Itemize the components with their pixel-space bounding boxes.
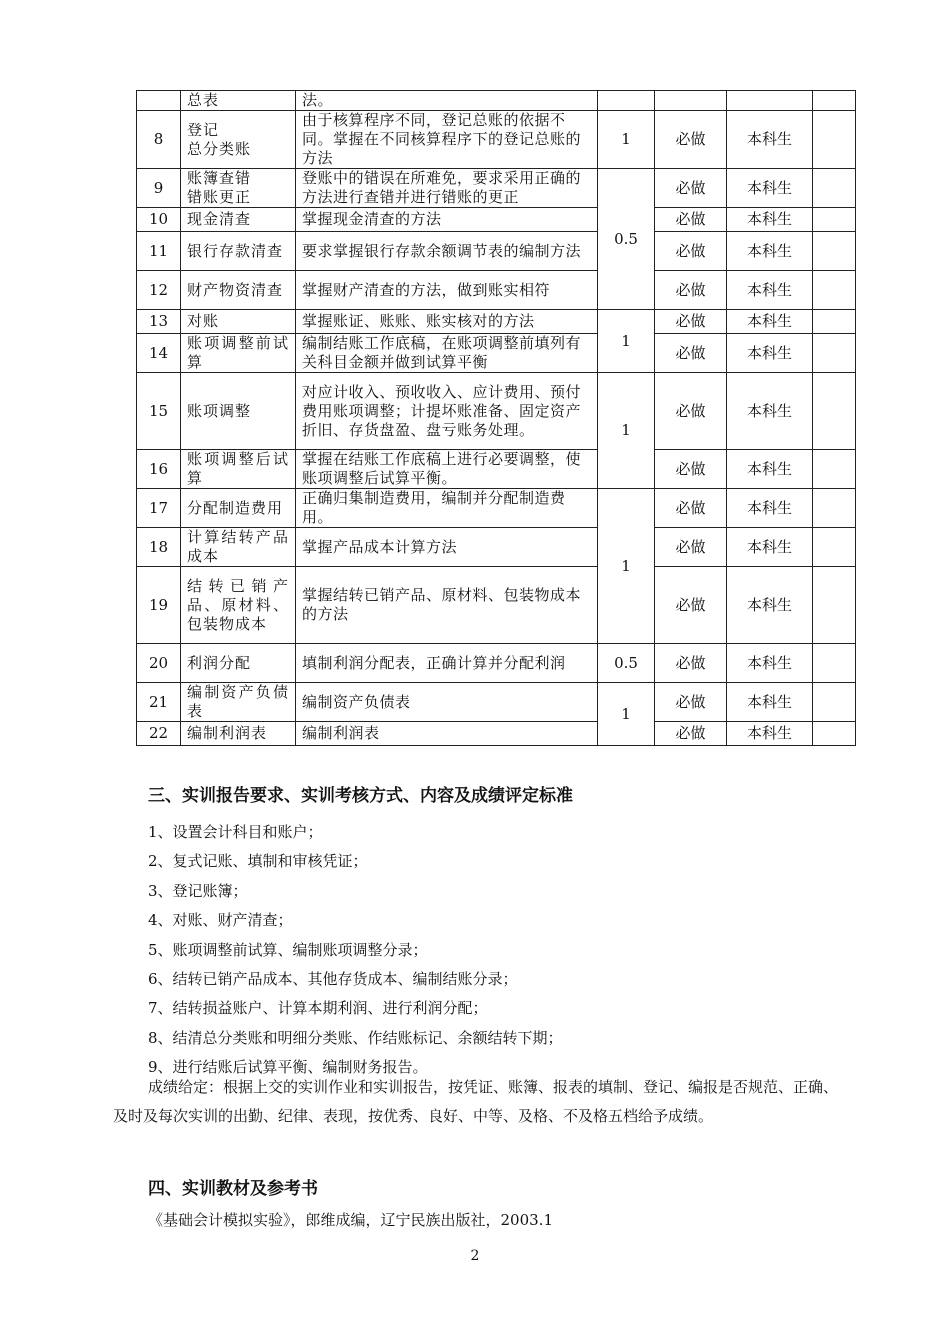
table-row [137,373,856,450]
experiment-table [136,90,856,746]
list-item: 6、结转已销产品成本、其他存货成本、编制结账分录； [148,969,518,988]
experiment-name: 账项调整 [181,373,296,450]
table-row [137,567,856,644]
page-number: 2 [470,1248,480,1264]
row-number: 12 [137,271,181,310]
level-cell: 本科生 [727,489,813,528]
experiment-description: 掌握现金清查的方法 [296,208,598,232]
list-item: 1、设置会计科目和账户； [148,823,323,841]
table-row [137,683,856,722]
experiment-description: 登账中的错误在所难免，要求采用正确的方法进行查错并进行错账的更正 [296,169,598,208]
requirement-cell: 必做 [655,373,727,450]
level-cell: 本科生 [727,644,813,683]
experiment-name: 计算结转产品成本 [181,528,296,567]
table-row [137,169,856,208]
experiment-name: 总表 [181,91,296,111]
note-cell [813,169,856,208]
experiment-description: 由于核算程序不同，登记总账的依据不同。掌握在不同核算程序下的登记总账的方法 [296,111,598,169]
note-cell [813,489,856,528]
requirement-cell: 必做 [655,683,727,722]
requirement-cell: 必做 [655,644,727,683]
experiment-description: 掌握在结账工作底稿上进行必要调整，使账项调整后试算平衡。 [296,450,598,489]
section-3-heading: 三、实训报告要求、实训考核方式、内容及成绩评定标准 [148,786,573,806]
row-number: 13 [137,310,181,334]
experiment-name: 编制利润表 [181,722,296,746]
note-cell [813,334,856,373]
experiment-name: 账簿查错 错账更正 [181,169,296,208]
table-row [137,310,856,334]
row-number [137,91,181,111]
list-item: 2、复式记账、填制和审核凭证； [148,852,368,871]
requirement-cell [655,91,727,111]
note-cell [813,567,856,644]
level-cell: 本科生 [727,450,813,489]
hours-cell: 1 [598,111,655,169]
experiment-description: 编制结账工作底稿，在账项调整前填列有关科目金额并做到试算平衡 [296,334,598,373]
table-row [137,528,856,567]
table-row [137,208,856,232]
table-row [137,111,856,169]
experiment-description: 对应计收入、预收收入、应计费用、预付费用账项调整；计提坏账准备、固定资产折旧、存货盘盈、盘亏账务处理。 [296,373,598,450]
note-cell [813,722,856,746]
list-item: 3、登记账簿； [148,881,248,900]
list-item: 4、对账、财产清查； [148,911,293,930]
note-cell [813,232,856,271]
experiment-description: 编制资产负债表 [296,683,598,722]
row-number: 11 [137,232,181,271]
hours-cell: 1 [598,683,655,746]
experiment-description: 掌握产品成本计算方法 [296,528,598,567]
report-requirements-list [148,818,563,1083]
level-cell: 本科生 [727,271,813,310]
row-number: 22 [137,722,181,746]
level-cell: 本科生 [727,334,813,373]
experiment-name: 对账 [181,310,296,334]
note-cell [813,644,856,683]
hours-cell: 0.5 [598,644,655,683]
table-row [137,271,856,310]
requirement-cell: 必做 [655,528,727,567]
experiment-description: 要求掌握银行存款余额调节表的编制方法 [296,232,598,271]
requirement-cell: 必做 [655,334,727,373]
list-item: 8、结清总分类账和明细分类账、作结账标记、余额结转下期； [148,1028,563,1047]
table-row [137,489,856,528]
list-item: 7、结转损益账户、计算本期利润、进行利润分配； [148,999,488,1018]
experiment-description: 掌握账证、账账、账实核对的方法 [296,310,598,334]
row-number: 20 [137,644,181,683]
list-item: 5、账项调整前试算、编制账项调整分录； [148,940,428,959]
experiment-name: 银行存款清查 [181,232,296,271]
row-number: 21 [137,683,181,722]
level-cell: 本科生 [727,310,813,334]
requirement-cell: 必做 [655,489,727,528]
requirement-cell: 必做 [655,232,727,271]
requirement-cell: 必做 [655,271,727,310]
table-row [137,232,856,271]
table-row [137,644,856,683]
experiment-name: 利润分配 [181,644,296,683]
row-number: 9 [137,169,181,208]
note-cell [813,271,856,310]
hours-cell: 0.5 [598,169,655,310]
experiment-name: 结转已销产品、原材料、包装物成本 [181,567,296,644]
hours-cell [598,91,655,111]
experiment-description: 编制利润表 [296,722,598,746]
level-cell: 本科生 [727,722,813,746]
table-row [137,91,856,111]
experiment-name: 登记 总分类账 [181,111,296,169]
note-cell [813,208,856,232]
level-cell: 本科生 [727,208,813,232]
row-number: 18 [137,528,181,567]
hours-cell: 1 [598,373,655,489]
experiment-description: 掌握财产清查的方法，做到账实相符 [296,271,598,310]
row-number: 14 [137,334,181,373]
section-4-heading: 四、实训教材及参考书 [148,1179,318,1199]
experiment-name: 账项调整前试算 [181,334,296,373]
level-cell [727,91,813,111]
experiment-description: 法。 [296,91,598,111]
note-cell [813,91,856,111]
row-number: 17 [137,489,181,528]
reference-book: 《基础会计模拟实验》，郎维成编，辽宁民族出版社，2003.1 [148,1211,553,1229]
requirement-cell: 必做 [655,567,727,644]
note-cell [813,111,856,169]
table-row [137,334,856,373]
table-row [137,450,856,489]
experiment-name: 编制资产负债表 [181,683,296,722]
level-cell: 本科生 [727,232,813,271]
note-cell [813,528,856,567]
experiment-name: 分配制造费用 [181,489,296,528]
level-cell: 本科生 [727,683,813,722]
requirement-cell: 必做 [655,310,727,334]
level-cell: 本科生 [727,111,813,169]
row-number: 10 [137,208,181,232]
row-number: 16 [137,450,181,489]
row-number: 19 [137,567,181,644]
requirement-cell: 必做 [655,111,727,169]
requirement-cell: 必做 [655,450,727,489]
hours-cell: 1 [598,310,655,373]
level-cell: 本科生 [727,373,813,450]
note-cell [813,683,856,722]
experiment-description: 正确归集制造费用，编制并分配制造费用。 [296,489,598,528]
experiment-name: 账项调整后试算 [181,450,296,489]
level-cell: 本科生 [727,528,813,567]
note-cell [813,373,856,450]
experiment-description: 填制利润分配表，正确计算并分配利润 [296,644,598,683]
level-cell: 本科生 [727,169,813,208]
requirement-cell: 必做 [655,169,727,208]
table-row [137,722,856,746]
row-number: 8 [137,111,181,169]
experiment-name: 现金清查 [181,208,296,232]
experiment-name: 财产物资清查 [181,271,296,310]
list-item: 9、进行结账后试算平衡、编制财务报告。 [148,1058,428,1077]
requirement-cell: 必做 [655,722,727,746]
grading-paragraph: 成绩给定：根据上交的实训作业和实训报告，按凭证、账簿、报表的填制、登记、编报是否规范、正确、及时及每次实训的出勤、纪律、表现，按优秀、良好、中等、及格、不及格五档给予成绩。 [113,1078,839,1125]
hours-cell: 1 [598,489,655,644]
note-cell [813,310,856,334]
experiment-description: 掌握结转已销产品、原材料、包装物成本的方法 [296,567,598,644]
requirement-cell: 必做 [655,208,727,232]
note-cell [813,450,856,489]
level-cell: 本科生 [727,567,813,644]
row-number: 15 [137,373,181,450]
